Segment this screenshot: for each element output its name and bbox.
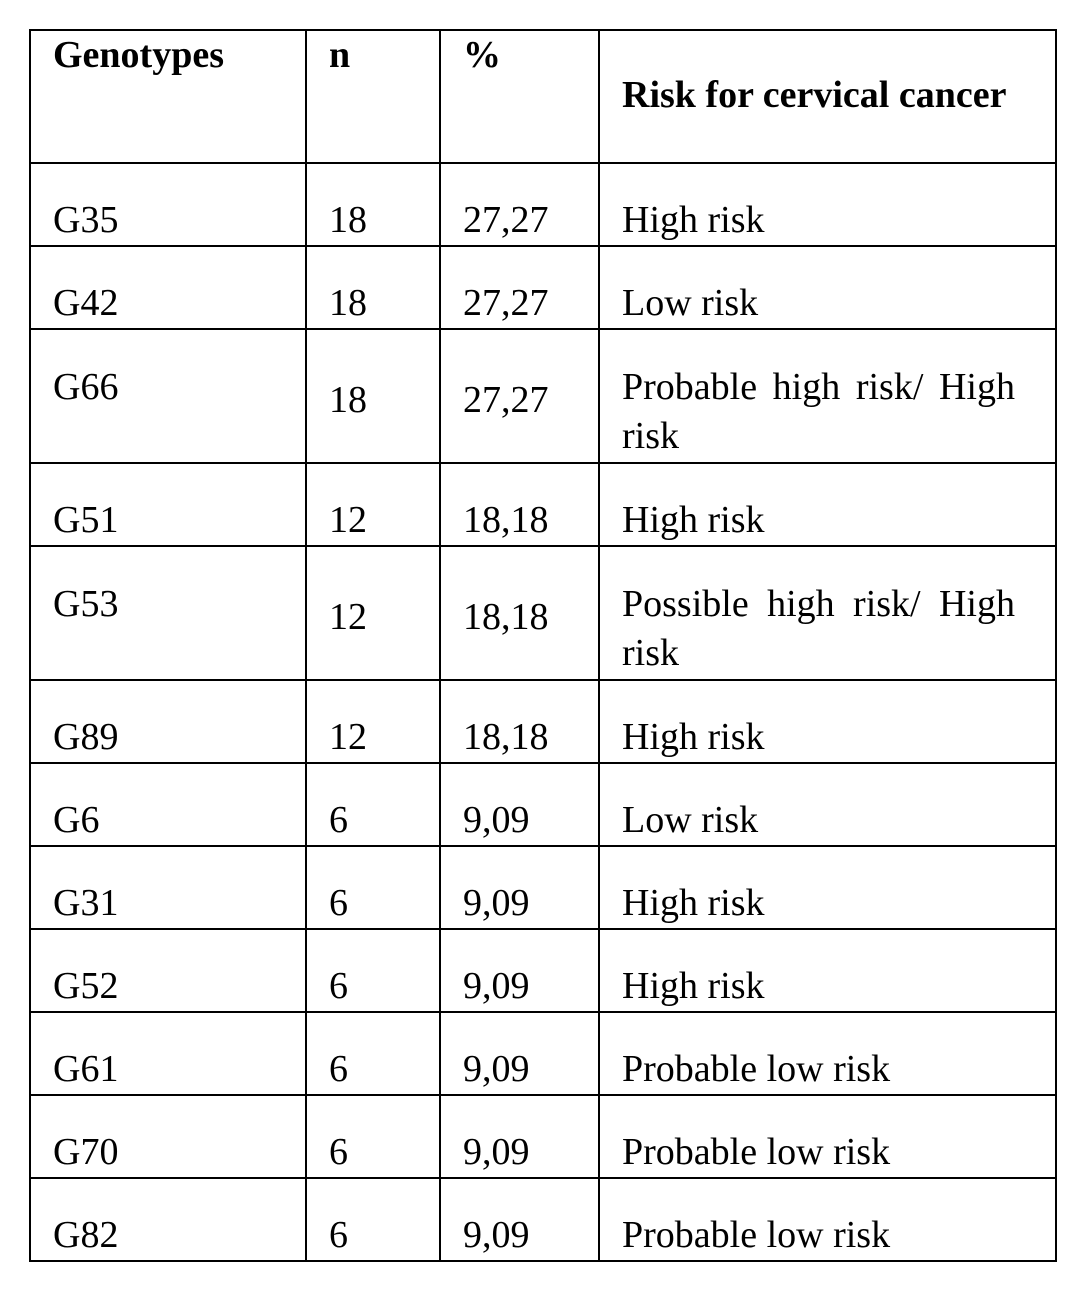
percent-cell: 18,18 (440, 680, 599, 763)
risk-cell: High risk (599, 846, 1056, 929)
risk-cell: Probable low risk (599, 1012, 1056, 1095)
n-cell: 18 (306, 246, 440, 329)
header-percent: % (440, 30, 599, 163)
header-genotypes: Genotypes (30, 30, 306, 163)
table-row (30, 163, 1056, 246)
percent-cell: 9,09 (440, 763, 599, 846)
percent-cell: 9,09 (440, 929, 599, 1012)
genotype-cell: G53 (30, 546, 306, 680)
n-cell: 18 (306, 163, 440, 246)
genotype-cell: G70 (30, 1095, 306, 1178)
n-cell: 6 (306, 763, 440, 846)
genotype-cell: G82 (30, 1178, 306, 1261)
risk-cell: High risk (599, 680, 1056, 763)
n-cell: 12 (306, 680, 440, 763)
percent-cell: 9,09 (440, 846, 599, 929)
n-cell: 6 (306, 846, 440, 929)
risk-cell: Probable high risk/ High risk (599, 329, 1056, 463)
table-row (30, 1178, 1056, 1261)
n-cell: 12 (306, 463, 440, 546)
genotype-cell: G66 (30, 329, 306, 463)
n-cell: 12 (306, 546, 440, 680)
table-row (30, 1012, 1056, 1095)
n-cell: 6 (306, 1178, 440, 1261)
genotype-cell: G61 (30, 1012, 306, 1095)
risk-cell: High risk (599, 463, 1056, 546)
percent-cell: 9,09 (440, 1095, 599, 1178)
table-row (30, 680, 1056, 763)
n-cell: 6 (306, 1012, 440, 1095)
n-cell: 6 (306, 1095, 440, 1178)
genotype-cell: G6 (30, 763, 306, 846)
table-row (30, 846, 1056, 929)
risk-cell: High risk (599, 929, 1056, 1012)
table-row (30, 546, 1056, 680)
table-row (30, 463, 1056, 546)
table-header (30, 30, 1056, 163)
genotype-cell: G42 (30, 246, 306, 329)
percent-cell: 18,18 (440, 546, 599, 680)
header-n: n (306, 30, 440, 163)
risk-cell: Low risk (599, 763, 1056, 846)
header-risk: Risk for cervical cancer (599, 30, 1056, 163)
genotype-cell: G89 (30, 680, 306, 763)
risk-cell: Possible high risk/ High risk (599, 546, 1056, 680)
genotype-risk-table (29, 29, 1057, 1262)
percent-cell: 9,09 (440, 1178, 599, 1261)
risk-cell: Probable low risk (599, 1095, 1056, 1178)
percent-cell: 9,09 (440, 1012, 599, 1095)
risk-cell: High risk (599, 163, 1056, 246)
genotype-cell: G52 (30, 929, 306, 1012)
genotype-cell: G35 (30, 163, 306, 246)
table-row (30, 763, 1056, 846)
risk-cell: Probable low risk (599, 1178, 1056, 1261)
header-row (30, 30, 1056, 163)
n-cell: 6 (306, 929, 440, 1012)
table-row (30, 929, 1056, 1012)
table-row (30, 1095, 1056, 1178)
genotype-cell: G31 (30, 846, 306, 929)
risk-cell: Low risk (599, 246, 1056, 329)
table-row (30, 329, 1056, 463)
table-body (30, 163, 1056, 1261)
table-row (30, 246, 1056, 329)
percent-cell: 18,18 (440, 463, 599, 546)
percent-cell: 27,27 (440, 246, 599, 329)
percent-cell: 27,27 (440, 163, 599, 246)
percent-cell: 27,27 (440, 329, 599, 463)
genotype-cell: G51 (30, 463, 306, 546)
n-cell: 18 (306, 329, 440, 463)
